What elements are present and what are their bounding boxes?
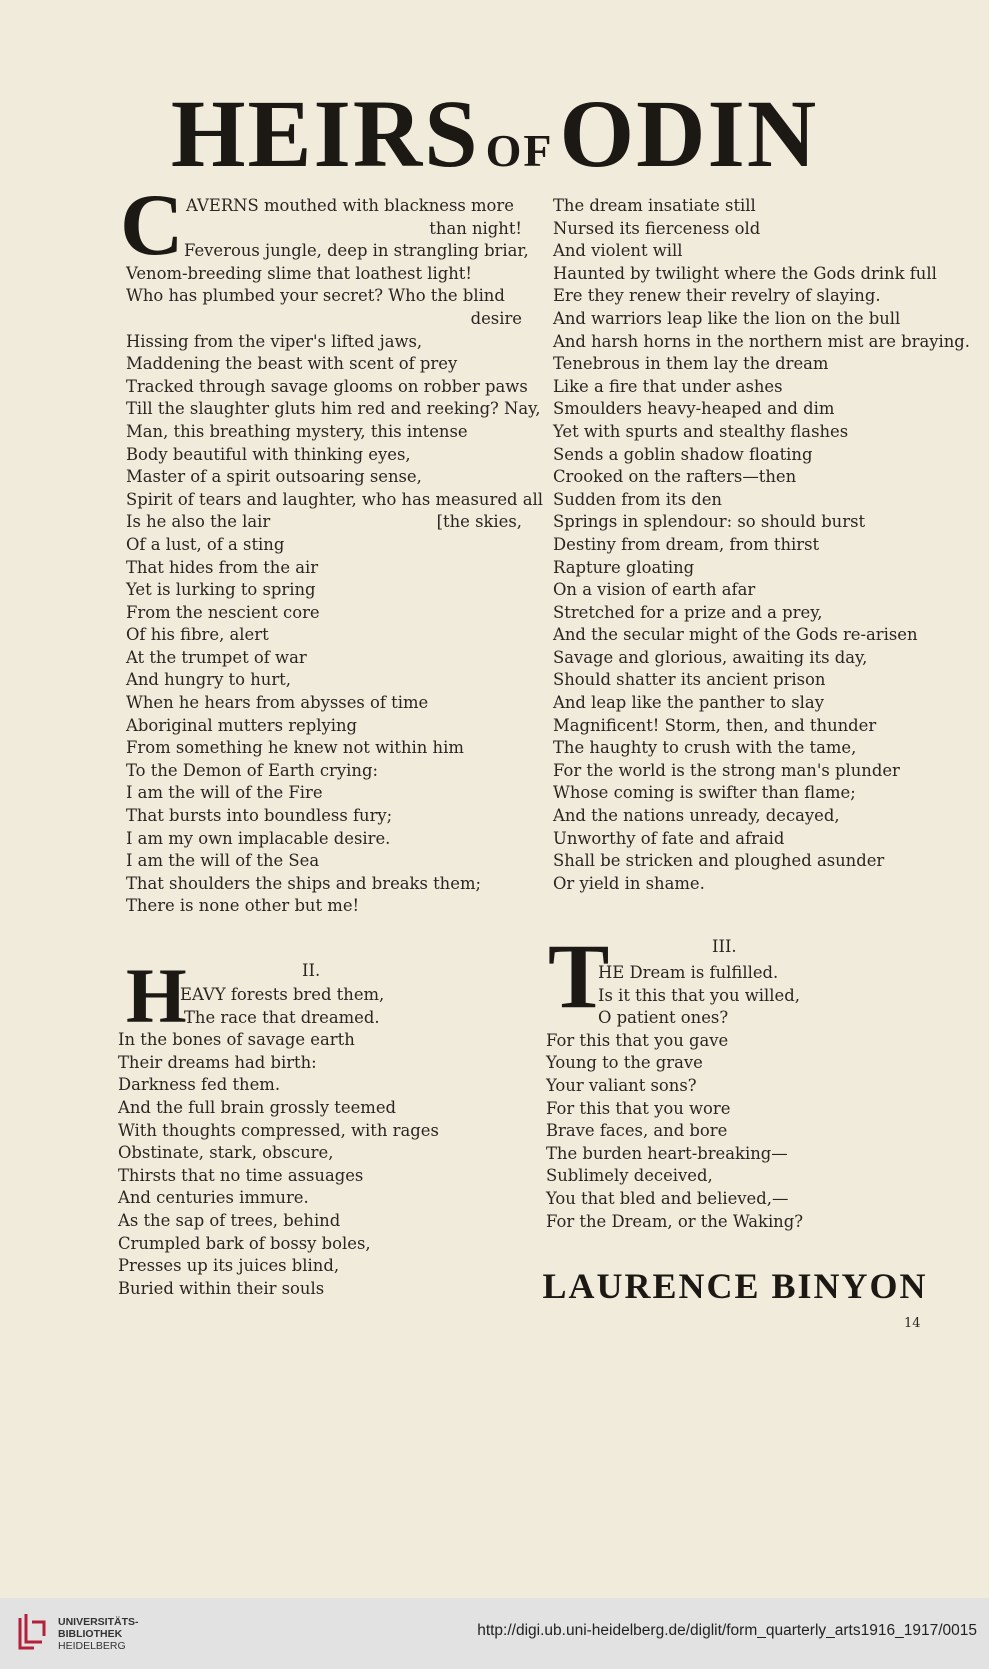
poem-line: At the trumpet of war	[126, 647, 307, 667]
poem-line: Young to the grave	[546, 1053, 703, 1073]
poem-line: Springs in splendour: so should burst	[553, 512, 866, 532]
poem-line: And the full brain grossly teemed	[118, 1097, 397, 1117]
poem-line: The race that dreamed.	[184, 1007, 380, 1027]
library-name-line: HEIDELBERG	[58, 1640, 126, 1652]
poem-line: Your valiant sons?	[546, 1075, 697, 1095]
poem-line: Who has plumbed your secret? Who the blind	[126, 286, 505, 306]
poem-line: desire	[470, 308, 522, 328]
title-heirs: HEIRS	[170, 80, 480, 187]
poem-line	[126, 511, 522, 534]
poem-line: That shoulders the ships and breaks them;	[126, 873, 482, 893]
poem-line: Magnificent! Storm, then, and thunder	[553, 715, 877, 735]
poem-line: Their dreams had birth:	[118, 1052, 317, 1072]
poem-line: Rapture gloating	[553, 557, 695, 577]
poem-line: For the world is the strong man's plunder	[553, 760, 900, 780]
poem-line: AVERNS mouthed with blackness more	[186, 196, 514, 215]
section-numeral-iii: III.	[712, 937, 737, 956]
author-signature: LAURENCE BINYON	[542, 1266, 928, 1306]
poem-line: And leap like the panther to slay	[553, 693, 824, 713]
page-number: 14	[904, 1316, 921, 1331]
poem-line: And the nations unready, decayed,	[553, 806, 840, 826]
poem-line: Ere they renew their revelry of slaying.	[553, 286, 881, 306]
source-url-link[interactable]: http://digi.ub.uni-heidelberg.de/diglit/form_quarterly_arts1916_1917/0015	[477, 1622, 977, 1639]
poem-line: Venom-breeding slime that loathest light!	[126, 263, 472, 283]
poem-line: There is none other but me!	[126, 896, 360, 916]
poem-line: That bursts into boundless fury;	[126, 806, 393, 826]
library-name-line: UNIVERSITÄTS-	[58, 1616, 139, 1628]
poem-line-text: Is he also the lair	[126, 512, 271, 532]
poem-line: I am the will of the Fire	[126, 783, 323, 803]
poem-line: Like a fire that under ashes	[553, 376, 783, 396]
poem-line: Master of a spirit outsoaring sense,	[126, 467, 422, 487]
poem-line: That hides from the air	[126, 557, 319, 577]
poem-line: With thoughts compressed, with rages	[118, 1120, 439, 1140]
poem-line: The haughty to crush with the tame,	[553, 738, 857, 758]
library-logo-icon	[14, 1610, 48, 1656]
library-name	[58, 1616, 139, 1652]
poem-line: I am my own implacable desire.	[126, 828, 391, 848]
page-title	[0, 78, 989, 189]
poem-line: HE Dream is fulfilled.	[598, 963, 779, 982]
poem-line: Sends a goblin shadow floating	[553, 444, 813, 464]
section-numeral-ii: II.	[302, 961, 321, 980]
poem-line: You that bled and believed,—	[546, 1188, 789, 1208]
poem-line: Savage and glorious, awaiting its day,	[553, 647, 868, 667]
poem-line: Destiny from dream, from thirst	[553, 534, 820, 554]
poem-line: Tracked through savage glooms on robber paws	[126, 376, 528, 396]
poem-line: Yet with spurts and stealthy flashes	[553, 421, 849, 441]
poem-line: Presses up its juices blind,	[118, 1256, 340, 1276]
poem-line: Brave faces, and bore	[546, 1121, 728, 1141]
poem-line: And the secular might of the Gods re-arisen	[553, 625, 918, 645]
poem-line: Of a lust, of a sting	[126, 534, 285, 554]
poem-line: Is it this that you willed,	[598, 985, 800, 1005]
poem-line: Haunted by twilight where the Gods drink full	[553, 263, 937, 283]
poem-line: Whose coming is swifter than flame;	[553, 783, 856, 803]
poem-line: To the Demon of Earth crying:	[126, 760, 378, 780]
poem-line: Feverous jungle, deep in strangling briar,	[184, 241, 529, 261]
poem-line: Darkness fed them.	[118, 1075, 281, 1095]
poem-line: The burden heart-breaking—	[546, 1143, 788, 1163]
poem-part3	[546, 962, 946, 1233]
poem-line: Nursed its fierceness old	[553, 218, 761, 238]
poem-line: For the Dream, or the Waking?	[546, 1211, 804, 1231]
title-odin: ODIN	[559, 80, 819, 187]
poem-line: than night!	[429, 218, 522, 238]
poem-line: Tenebrous in them lay the dream	[553, 354, 829, 374]
poem-line: And hungry to hurt,	[126, 670, 291, 690]
poem-line: From the nescient core	[126, 602, 320, 622]
poem-line: And centuries immure.	[118, 1188, 309, 1208]
poem-line: Obstinate, stark, obscure,	[118, 1143, 334, 1163]
poem-line: Yet is lurking to spring	[126, 580, 316, 600]
poem-line: Of his fibre, alert	[126, 625, 269, 645]
dropcap-t: T	[548, 925, 610, 1027]
poem-line: The dream insatiate still	[553, 196, 756, 215]
poem-line: EAVY forests bred them,	[180, 985, 385, 1004]
poem-line: Sublimely deceived,	[546, 1166, 713, 1186]
library-name-line: BIBLIOTHEK	[58, 1628, 123, 1640]
poem-line: As the sap of trees, behind	[118, 1210, 341, 1230]
poem-line: Maddening the beast with scent of prey	[126, 354, 458, 374]
poem-line: Spirit of tears and laughter, who has measured all	[126, 489, 543, 509]
poem-line: Man, this breathing mystery, this intense	[126, 421, 468, 441]
poem-line: Buried within their souls	[118, 1278, 325, 1298]
poem-line: Or yield in shame.	[553, 873, 705, 893]
poem-line: I am the will of the Sea	[126, 851, 320, 871]
poem-line: Thirsts that no time assuages	[118, 1165, 364, 1185]
poem-line: For this that you wore	[546, 1098, 731, 1118]
poem-line: Smoulders heavy-heaped and dim	[553, 399, 835, 419]
poem-part1-right	[553, 195, 971, 895]
poem-line: Should shatter its ancient prison	[553, 670, 826, 690]
poem-line: And harsh horns in the northern mist are braying.	[553, 331, 971, 351]
poem-line: Crumpled bark of bossy boles,	[118, 1233, 371, 1253]
poem-line: Body beautiful with thinking eyes,	[126, 444, 411, 464]
poem-line: Shall be stricken and ploughed asunder	[553, 851, 885, 871]
poem-line: Aboriginal mutters replying	[126, 715, 358, 735]
poem-line-turnover: [the skies,	[436, 512, 522, 532]
poem-line: Unworthy of fate and afraid	[553, 828, 785, 848]
viewer-footer	[0, 1598, 989, 1669]
poem-line: And warriors leap like the lion on the bull	[553, 308, 901, 328]
poem-line: And violent will	[553, 241, 683, 261]
title-of: OF	[485, 125, 554, 176]
poem-part2	[118, 984, 514, 1300]
poem-line: Sudden from its den	[553, 489, 722, 509]
dropcap-h: H	[126, 952, 187, 1039]
poem-line: In the bones of savage earth	[118, 1030, 355, 1050]
dropcap-c: C	[120, 177, 184, 274]
poem-line: From something he knew not within him	[126, 738, 464, 758]
poem-part1-left	[126, 195, 543, 918]
poem-line: Stretched for a prize and a prey,	[553, 602, 823, 622]
poem-line: Till the slaughter gluts him red and reeking? Nay,	[126, 399, 541, 419]
poem-line: O patient ones?	[598, 1008, 729, 1028]
poem-line: When he hears from abysses of time	[126, 693, 429, 713]
poem-line: Crooked on the rafters—then	[553, 467, 797, 487]
poem-line: On a vision of earth afar	[553, 580, 756, 600]
poem-line: For this that you gave	[546, 1030, 729, 1050]
poem-line: Hissing from the viper's lifted jaws,	[126, 331, 423, 351]
